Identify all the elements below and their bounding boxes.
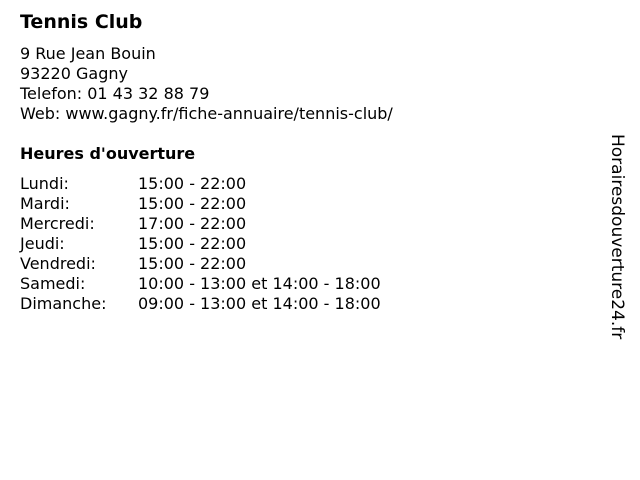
time-value: 10:00 - 13:00 et 14:00 - 18:00 (138, 274, 381, 293)
street-address: 9 Rue Jean Bouin (20, 44, 156, 63)
time-value: 15:00 - 22:00 (138, 174, 247, 193)
time-value: 15:00 - 22:00 (138, 234, 247, 253)
day-label: Lundi: (20, 174, 69, 193)
website-text: Web: www.gagny.fr/fiche-annuaire/tennis-club/ (20, 104, 393, 123)
day-label: Jeudi: (20, 234, 65, 253)
time-value: 15:00 - 22:00 (138, 194, 247, 213)
city-postal: 93220 Gagny (20, 64, 128, 83)
time-value: 15:00 - 22:00 (138, 254, 247, 273)
club-title: Tennis Club (20, 11, 143, 33)
time-value: 09:00 - 13:00 et 14:00 - 18:00 (138, 294, 381, 313)
hours-heading: Heures d'ouverture (20, 144, 196, 163)
day-label: Vendredi: (20, 254, 96, 273)
day-label: Mercredi: (20, 214, 95, 233)
time-value: 17:00 - 22:00 (138, 214, 247, 233)
day-label: Samedi: (20, 274, 86, 293)
site-watermark: Horairesdouverture24.fr (607, 134, 627, 340)
phone-number: Telefon: 01 43 32 88 79 (20, 84, 210, 103)
address-block (20, 44, 393, 124)
day-label: Mardi: (20, 194, 70, 213)
day-label: Dimanche: (20, 294, 107, 313)
